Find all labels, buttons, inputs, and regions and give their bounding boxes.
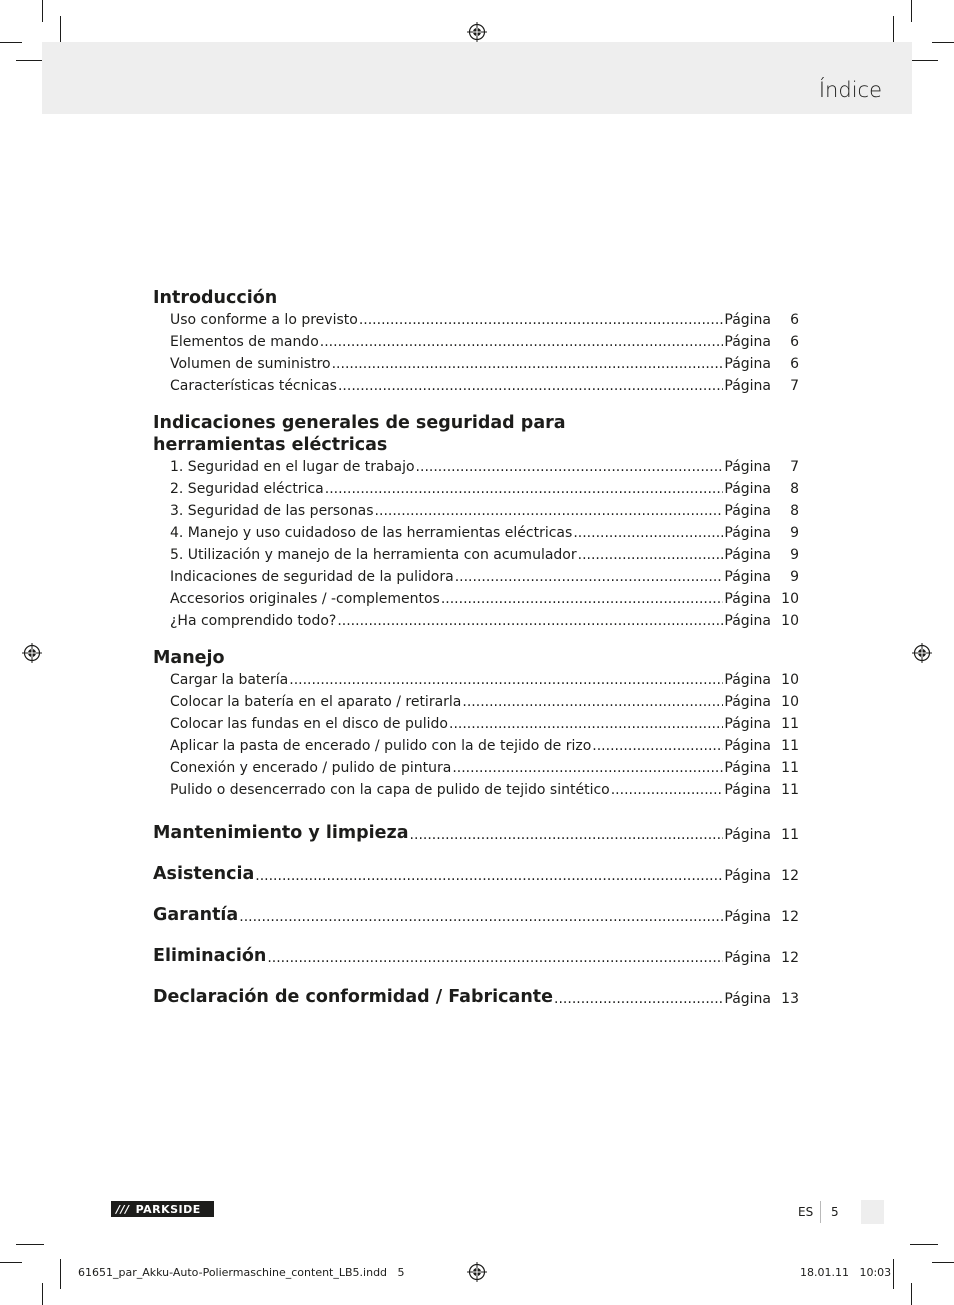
toc-entry[interactable] [153, 735, 799, 757]
page-number: 6 [790, 334, 799, 350]
page-label: Página [724, 334, 771, 350]
page-label: Página [724, 547, 771, 563]
entry-text: Características técnicas [170, 378, 337, 394]
entry-text: Conexión y encerado / pulido de pintura [170, 760, 452, 776]
crop-mark [0, 42, 22, 43]
toc-entry[interactable] [153, 779, 799, 801]
page-label: Página [724, 782, 771, 798]
page-label: Página [724, 672, 771, 688]
page-number: 12 [781, 909, 799, 925]
leader-dots [410, 826, 724, 844]
leader-dots [289, 669, 723, 691]
entry-text: Elementos de mando [170, 334, 319, 350]
page-number: 13 [781, 991, 799, 1007]
entry-text: 5. Utilización y manejo de la herramienta con acumulador [170, 547, 577, 563]
section-title: Declaración de conformidad / Fabricante [153, 987, 554, 1007]
leader-dots [462, 691, 723, 713]
entry-text: Pulido o desencerrado con la capa de pulido de tejido sintético [170, 782, 610, 798]
leader-dots [337, 610, 723, 632]
page-number: 9 [790, 525, 799, 541]
entry-text: Cargar la batería [170, 672, 289, 688]
entry-text: Colocar las fundas en el disco de pulido [170, 716, 448, 732]
page-number: 9 [790, 547, 799, 563]
page-label: Página [724, 950, 771, 966]
section-title [153, 412, 799, 456]
page-label: Página [724, 378, 771, 394]
registration-mark-icon [912, 643, 932, 663]
toc-entry[interactable] [153, 713, 799, 735]
entry-text: 4. Manejo y uso cuidadoso de las herramientas eléctricas [170, 525, 573, 541]
crop-mark [16, 60, 44, 61]
crop-mark [60, 1259, 61, 1289]
page-label: Página [724, 481, 771, 497]
section-title-line: herramientas eléctricas [153, 435, 388, 455]
page-label: Página [724, 909, 771, 925]
leader-dots [255, 867, 723, 885]
table-of-contents [153, 287, 799, 1027]
page-label: Página [724, 716, 771, 732]
section-title: Garantía [153, 905, 239, 925]
toc-section-manejo [153, 647, 799, 801]
page-number: 12 [781, 868, 799, 884]
registration-mark-icon [467, 1262, 487, 1282]
section-title: Mantenimiento y limpieza [153, 823, 409, 843]
page-number: 11 [781, 738, 799, 754]
toc-entry-garantia[interactable] [153, 904, 799, 926]
toc-entry[interactable] [153, 691, 799, 713]
leader-dots [375, 500, 724, 522]
section-title-line: Indicaciones generales de seguridad para [153, 413, 566, 433]
toc-entry[interactable] [153, 353, 799, 375]
leader-dots [611, 779, 724, 801]
page-label: Página [724, 312, 771, 328]
page-label: Página [724, 868, 771, 884]
toc-entry[interactable] [153, 610, 799, 632]
section-title: Asistencia [153, 864, 255, 884]
slug-file: 61651_par_Akku-Auto-Poliermaschine_content_LB5.indd 5 [78, 1266, 405, 1279]
page-label: Página [724, 738, 771, 754]
page-number: 6 [790, 312, 799, 328]
toc-entry[interactable] [153, 588, 799, 610]
toc-entry-eliminacion[interactable] [153, 945, 799, 967]
toc-entry[interactable] [153, 566, 799, 588]
page-label: Página [724, 591, 771, 607]
toc-entry[interactable] [153, 757, 799, 779]
crop-mark [911, 1283, 912, 1305]
crop-mark [910, 60, 938, 61]
registration-mark-icon [467, 22, 487, 42]
page-number: 10 [781, 672, 799, 688]
toc-entry[interactable] [153, 544, 799, 566]
leader-dots [325, 478, 724, 500]
toc-entry-mantenimiento[interactable] [153, 822, 799, 844]
page-label: Página [724, 991, 771, 1007]
page-label: Página [724, 356, 771, 372]
crop-mark [0, 1262, 22, 1263]
page-number: 9 [790, 569, 799, 585]
footer-page-info [798, 1200, 884, 1224]
page-tab-box [861, 1200, 884, 1224]
crop-mark [911, 0, 912, 22]
toc-entry[interactable] [153, 456, 799, 478]
leader-dots [449, 713, 723, 735]
page-number: 11 [781, 827, 799, 843]
divider [820, 1201, 821, 1223]
toc-entry[interactable] [153, 331, 799, 353]
page-number: 6 [790, 356, 799, 372]
crop-mark [893, 1259, 894, 1289]
crop-mark [16, 1244, 44, 1245]
leader-dots [338, 375, 723, 397]
leader-dots [573, 522, 723, 544]
toc-entry-declaracion[interactable] [153, 986, 799, 1008]
section-title: Manejo [153, 648, 225, 668]
leader-dots [452, 757, 723, 779]
leader-dots [455, 566, 724, 588]
toc-entry[interactable] [153, 375, 799, 397]
page-number: 5 [831, 1205, 839, 1219]
leader-dots [320, 331, 724, 353]
page-label: Página [724, 459, 771, 475]
page-number: 11 [781, 782, 799, 798]
page-label: Página [724, 525, 771, 541]
entry-text: 3. Seguridad de las personas [170, 503, 374, 519]
entry-text: Volumen de suministro [170, 356, 331, 372]
toc-entry[interactable] [153, 522, 799, 544]
leader-dots [359, 309, 724, 331]
entry-text: Colocar la batería en el aparato / retirarla [170, 694, 462, 710]
leader-dots [441, 588, 724, 610]
logo-slashes: /// [116, 1202, 130, 1216]
leader-dots [267, 949, 723, 967]
leader-dots [332, 353, 724, 375]
page-number: 7 [790, 459, 799, 475]
entry-text: 1. Seguridad en el lugar de trabajo [170, 459, 415, 475]
toc-entry[interactable] [153, 500, 799, 522]
page-label: Página [724, 827, 771, 843]
leader-dots [554, 990, 723, 1008]
registration-mark-icon [22, 643, 42, 663]
entry-text: Indicaciones de seguridad de la pulidora [170, 569, 454, 585]
section-title: Eliminación [153, 946, 267, 966]
toc-entry[interactable] [153, 669, 799, 691]
toc-section-seguridad [153, 412, 799, 632]
page-number: 10 [781, 613, 799, 629]
page-label: Página [724, 760, 771, 776]
crop-mark [932, 42, 954, 43]
toc-section-introduccion [153, 287, 799, 397]
toc-entry[interactable] [153, 478, 799, 500]
page-number: 7 [790, 378, 799, 394]
crop-mark [42, 0, 43, 22]
page-label: Página [724, 569, 771, 585]
page-number: 11 [781, 716, 799, 732]
section-title: Introducción [153, 288, 278, 308]
crop-mark [910, 1244, 938, 1245]
entry-text: Aplicar la pasta de encerado / pulido con la de tejido de rizo [170, 738, 592, 754]
leader-dots [578, 544, 724, 566]
page-title: Índice [818, 78, 882, 102]
entry-text: Uso conforme a lo previsto [170, 312, 358, 328]
page-label: Página [724, 503, 771, 519]
toc-entry[interactable] [153, 309, 799, 331]
page-number: 8 [790, 481, 799, 497]
page-number: 10 [781, 694, 799, 710]
entry-text: Accesorios originales / -complementos [170, 591, 440, 607]
page-number: 12 [781, 950, 799, 966]
crop-mark [932, 1262, 954, 1263]
page-number: 8 [790, 503, 799, 519]
page-number: 10 [781, 591, 799, 607]
parkside-logo [111, 1201, 214, 1217]
language-code: ES [798, 1205, 814, 1219]
leader-dots [239, 908, 723, 926]
page-number: 11 [781, 760, 799, 776]
leader-dots [592, 735, 723, 757]
crop-mark [42, 1283, 43, 1305]
page-label: Página [724, 613, 771, 629]
entry-text: 2. Seguridad eléctrica [170, 481, 324, 497]
logo-text: PARKSIDE [135, 1202, 201, 1216]
slug-date: 18.01.11 10:03 [800, 1266, 892, 1279]
page-label: Página [724, 694, 771, 710]
leader-dots [416, 456, 724, 478]
toc-entry-asistencia[interactable] [153, 863, 799, 885]
entry-text: ¿Ha comprendido todo? [170, 613, 337, 629]
header-band [42, 42, 912, 114]
